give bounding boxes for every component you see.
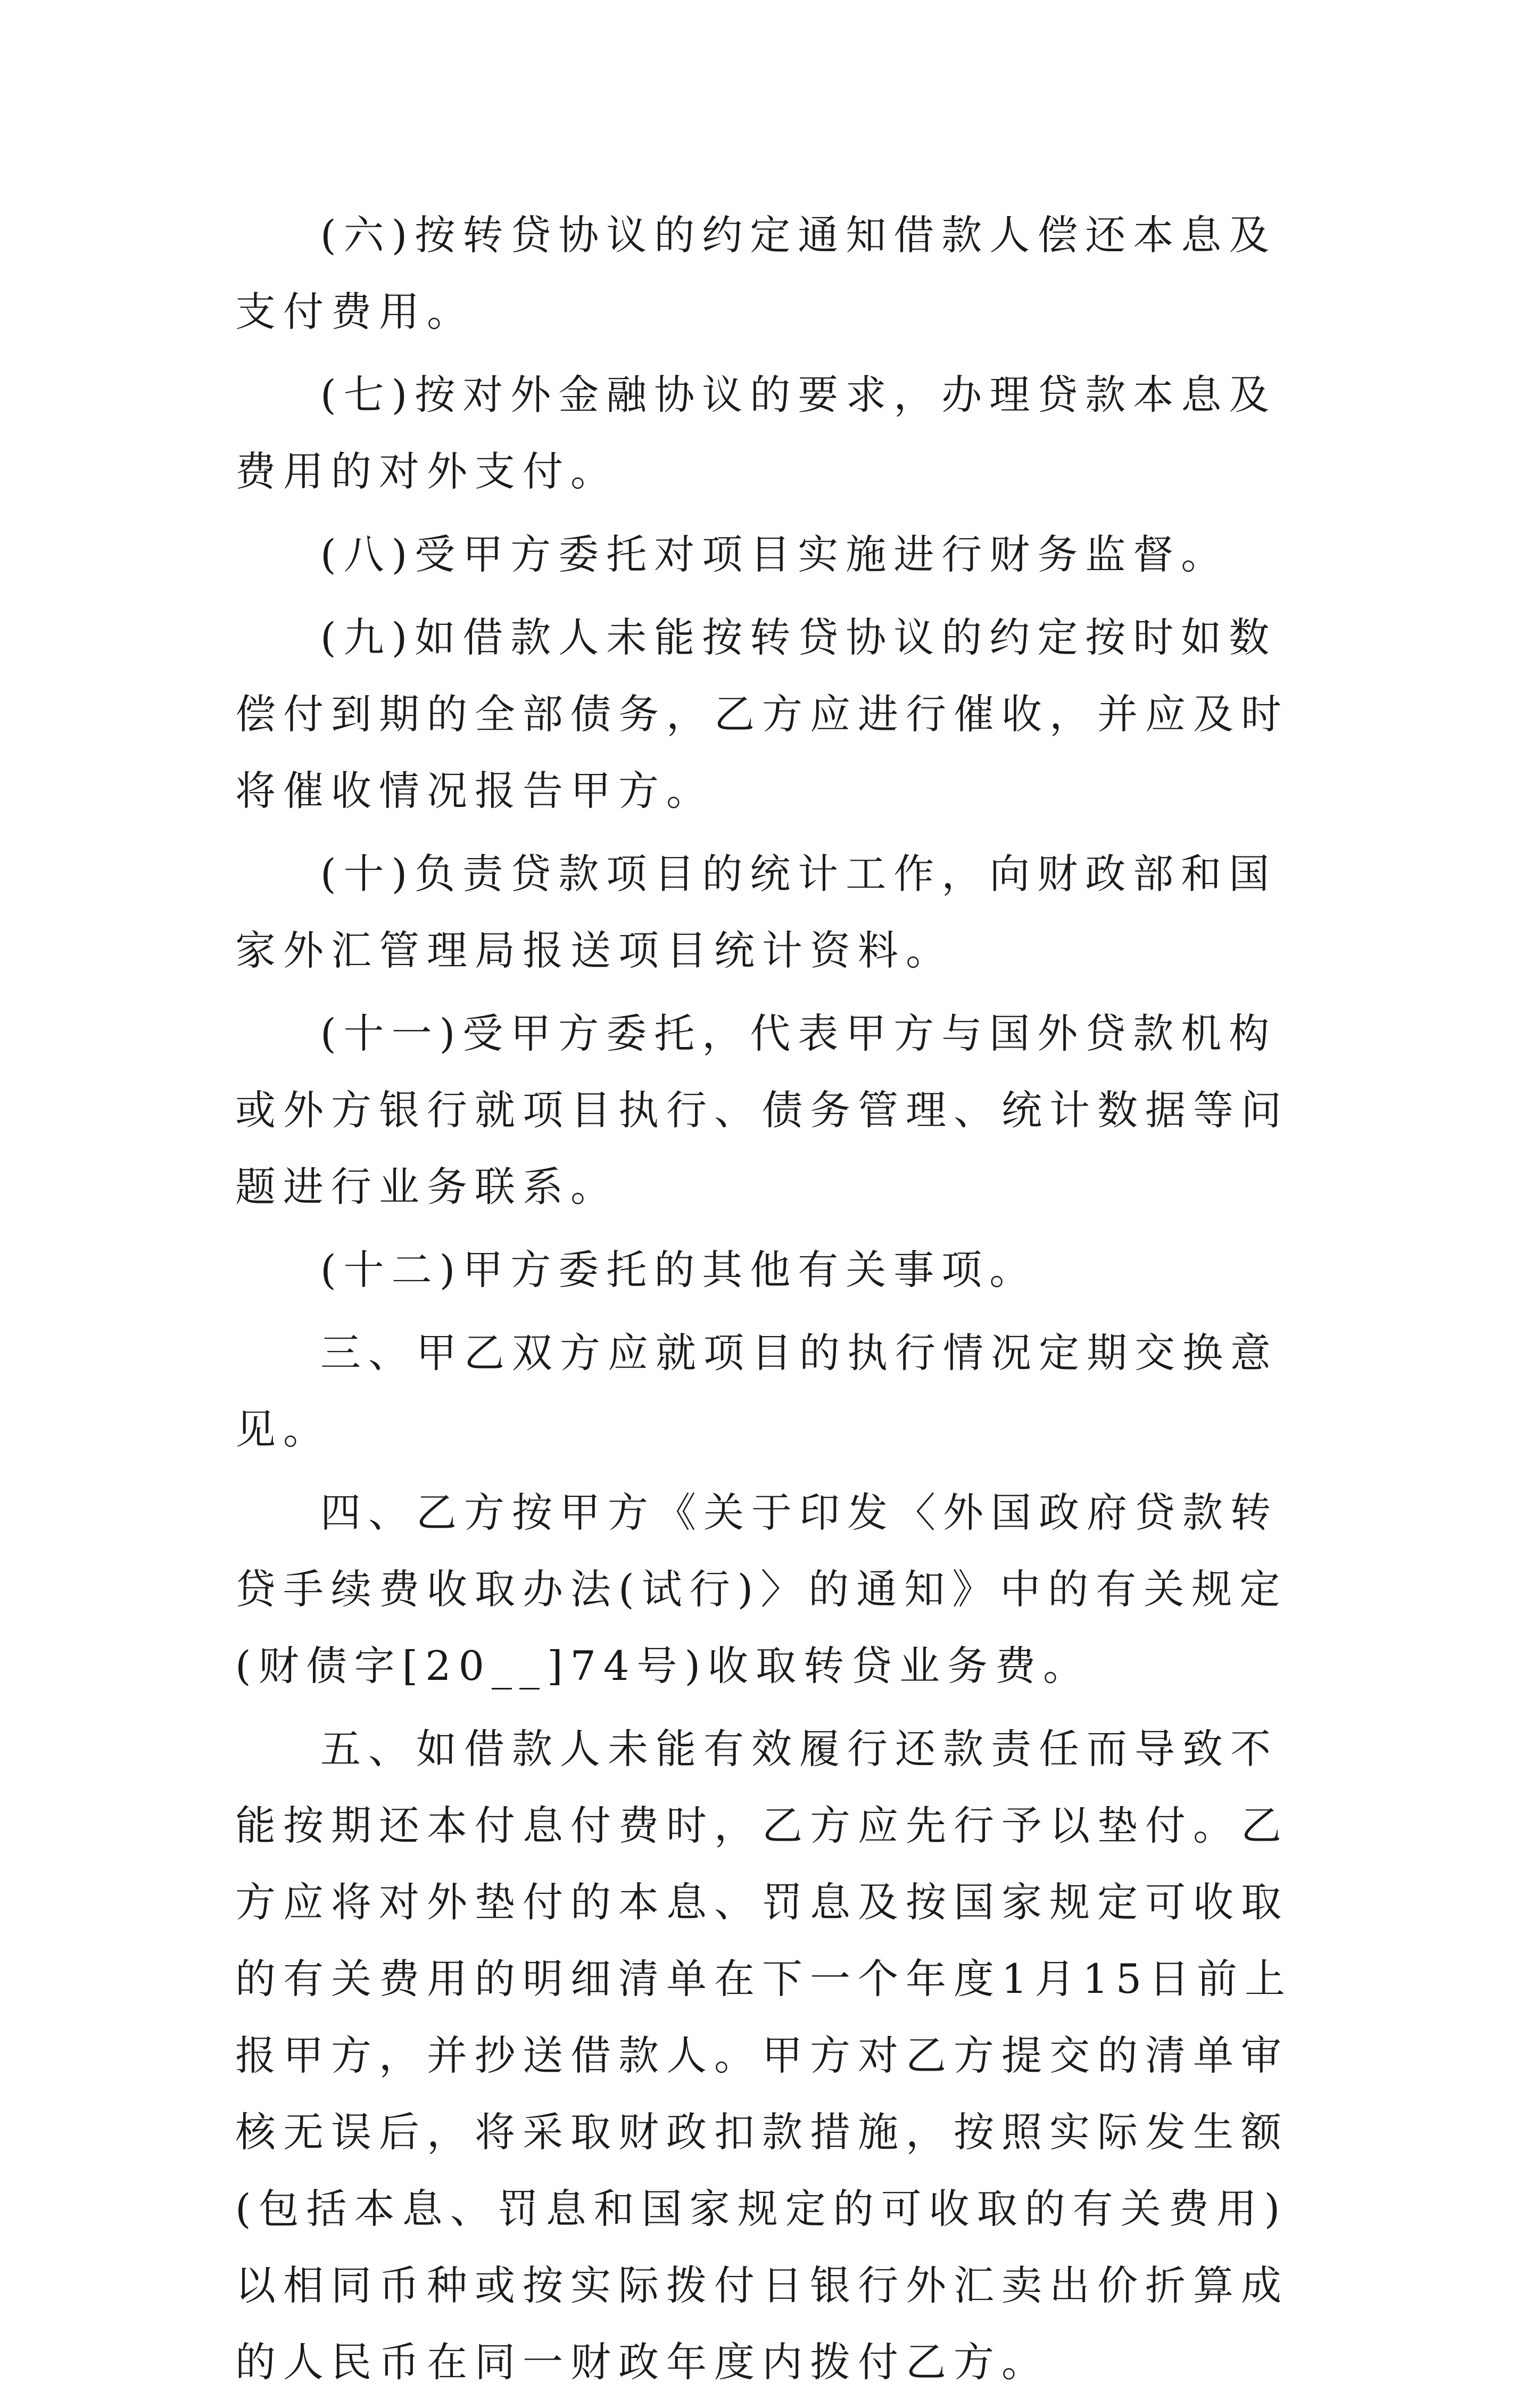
paragraph-item-6: (六)按转贷协议的约定通知借款人偿还本息及支付费用。 xyxy=(235,211,1277,335)
paragraph-section-4: 四、乙方按甲方《关于印发〈外国政府贷款转贷手续费收取办法(试行)〉的通知》中的有关规定(财债字[20__]74号)收取转贷业务费。 xyxy=(235,1489,1288,1689)
paragraph-item-10: (十)负责贷款项目的统计工作，向财政部和国家外汇管理局报送项目统计资料。 xyxy=(235,850,1277,974)
paragraph-item-12: (十二)甲方委托的其他有关事项。 xyxy=(320,1246,1038,1293)
paragraph-section-3: 三、甲乙双方应就项目的执行情况定期交换意见。 xyxy=(235,1329,1278,1453)
paragraph-item-11: (十一)受甲方委托，代表甲方与国外贷款机构或外方银行就项目执行、债务管理、统计数据等问题进行业务联系。 xyxy=(235,1010,1289,1210)
paragraph-item-8: (八)受甲方委托对项目实施进行财务监督。 xyxy=(320,531,1229,578)
paragraph-section-5: 五、如借款人未能有效履行还款责任而导致不能按期还本付息付费时，乙方应先行予以垫付。乙方应将对外垫付的本息、罚息及按国家规定可收取的有关费用的明细清单在下一个年度1月15日前上报甲方，并抄送借款人。甲方对乙方提交的清单审核无误后，将采取财政扣款措施，按照实际发生额(包括本息、罚息和国家规定的可收取的有关费用)以相同币种或按实际拨付日银行外汇卖出价折算成的人民币在同一财政年度内拨付乙方。 xyxy=(235,1725,1293,2386)
paragraph-item-9: (九)如借款人未能按转贷协议的约定按时如数偿付到期的全部债务，乙方应进行催收，并应及时将催收情况报告甲方。 xyxy=(235,614,1289,814)
paragraph-item-7: (七)按对外金融协议的要求，办理贷款本息及费用的对外支付。 xyxy=(235,371,1277,495)
document-body xyxy=(235,197,1321,2407)
